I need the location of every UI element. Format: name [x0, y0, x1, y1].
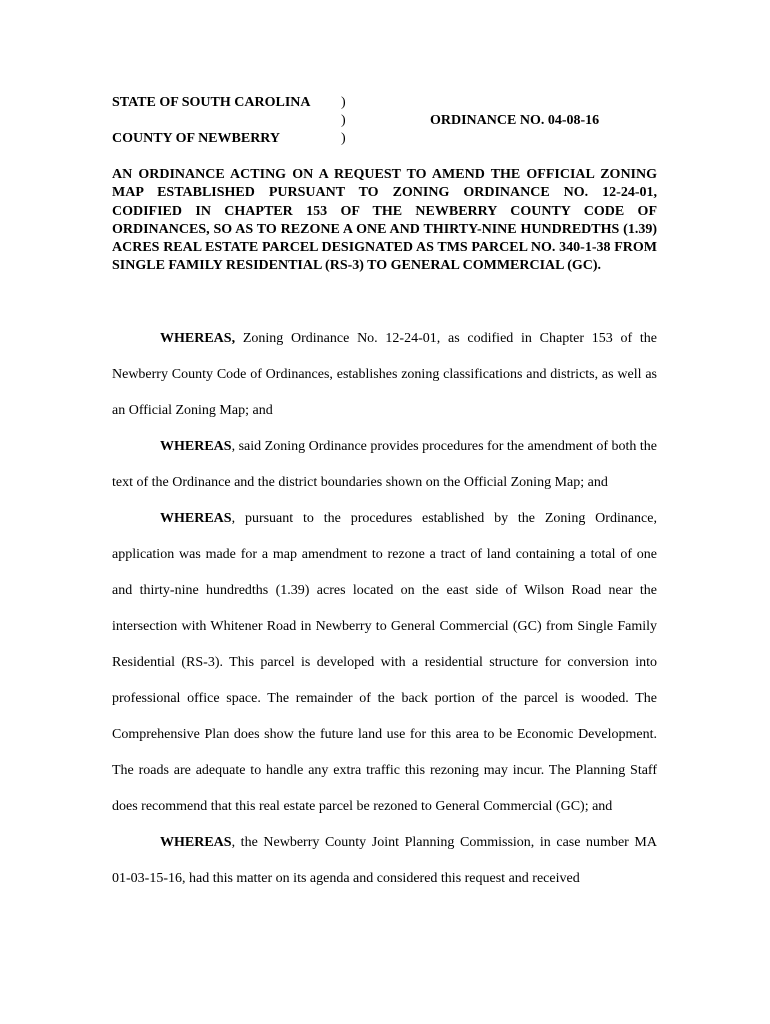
paragraph-text: , the Newberry County Joint Planning Commission, in case number MA 01-03-15-16, had this matter on its agenda and considered this request and received — [112, 835, 657, 886]
caption-paren-1: ) — [341, 95, 346, 110]
whereas-lead: WHEREAS, — [160, 331, 236, 346]
whereas-paragraph-2 — [112, 429, 657, 501]
whereas-lead: WHEREAS — [160, 439, 232, 454]
caption-county: COUNTY OF NEWBERRY — [112, 131, 281, 146]
whereas-lead: WHEREAS — [160, 511, 232, 526]
whereas-paragraph-1 — [112, 321, 657, 429]
paragraph-text: Zoning Ordinance No. 12-24-01, as codified in Chapter 153 of the Newberry County Code of Ordinances, establishes zoning classifications and districts, as well as an Official Zoning Map; and — [112, 331, 657, 418]
paragraph-text: , said Zoning Ordinance provides procedures for the amendment of both the text of the Ordinance and the district boundaries shown on the Official Zoning Map; and — [112, 439, 657, 490]
whereas-paragraph-4 — [112, 825, 657, 897]
document-body — [112, 321, 657, 897]
ordinance-number: ORDINANCE NO. 04-08-16 — [430, 113, 600, 128]
caption-paren-2: ) — [341, 113, 346, 128]
caption-paren-3: ) — [341, 131, 346, 146]
ordinance-title: AN ORDINANCE ACTING ON A REQUEST TO AMEND THE OFFICIAL ZONING MAP ESTABLISHED PURSUANT TO ZONING ORDINANCE NO. 12-24-01, CODIFIED IN CHAPTER 153 OF THE NEWBERRY COUNTY CODE OF ORDINANCES, SO AS TO REZONE A ONE AND THIRTY-NINE HUNDREDTHS (1.39) ACRES REAL ESTATE PARCEL DESIGNATED AS TMS PARCEL NO. 340-1-38 FROM SINGLE FAMILY RESIDENTIAL (RS-3) TO GENERAL COMMERCIAL (GC). — [112, 167, 657, 274]
whereas-paragraph-3 — [112, 501, 657, 825]
paragraph-text: , pursuant to the procedures established by the Zoning Ordinance, application was made for a map amendment to rezone a tract of land containing a total of one and thirty-nine hundredths (1.39) acres located on the east side of Wilson Road near the intersection with Whitener Road in Newberry to General Commercial (GC) from Single Family Residential (RS-3). This parcel is developed with a residential structure for conversion into professional office space. The remainder of the back portion of the parcel is wooded. The Comprehensive Plan does show the future land use for this area to be Economic Development. The roads are adequate to handle any extra traffic this rezoning may incur. The Planning Staff does recommend that this real estate parcel be rezoned to General Commercial (GC); and — [112, 511, 657, 814]
caption-state: STATE OF SOUTH CAROLINA — [112, 95, 311, 110]
whereas-lead: WHEREAS — [160, 835, 232, 850]
